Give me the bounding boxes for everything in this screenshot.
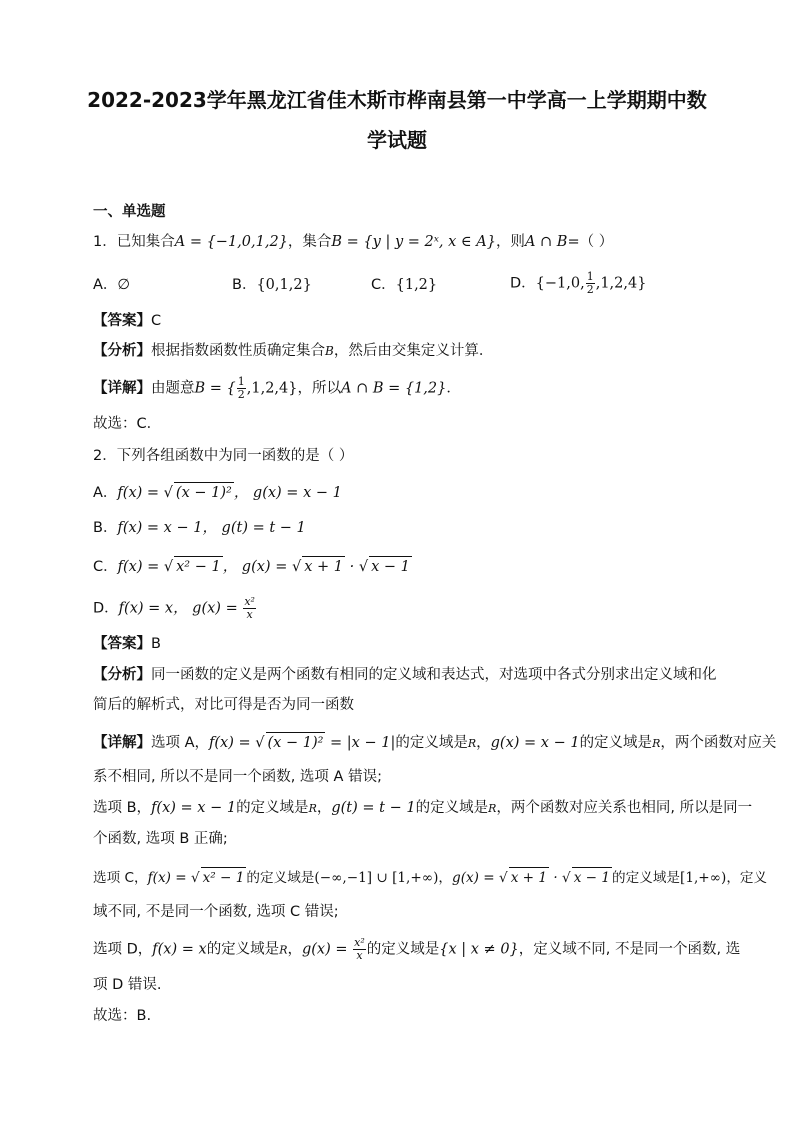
q1-analysis: 【分析】根据指数函数性质确定集合B，然后由交集定义计算． [93, 343, 494, 359]
q2-detail-b-line2: 个函数, 选项 B 正确; [93, 831, 228, 847]
q2-detail-b-line1: 选项 B，f(x) = x − 1的定义域是R，g(t) = t − 1的定义域是R，两个函数对应关系也相同, 所以是同一 [93, 800, 753, 816]
q2-analysis-line1: 【分析】同一函数的定义是两个函数有相同的定义域和表达式，对选项中各式分别求出定义域和化 [93, 667, 717, 683]
q2-option-c: C．f(x) = √ x² − 1 ， g(x) = √ x + 1 · √ x − 1 [93, 556, 412, 577]
q2-answer: 【答案】B [93, 636, 161, 652]
q2-option-d: D．f(x) = x， g(x) = $\frac{\text{x²}}{x}$ [93, 595, 255, 621]
q1-option-a: A．∅ [93, 277, 131, 293]
q1-option-c: C．{1,2} [371, 277, 438, 293]
q2-stem: 2．下列各组函数中为同一函数的是（ ） [93, 448, 354, 464]
q2-detail-c-line2: 域不同, 不是同一个函数, 选项 C 错误; [93, 904, 339, 920]
q1-option-d: D．{−1,0, $\frac{1}{2}$ ,1,2,4} [510, 270, 647, 296]
q2-detail-a-line1: 【详解】选项 A，f(x) = √ (x − 1)² = |x − 1|的定义域是R，g(x) = x − 1的定义域是R，两个函数对应关 [93, 732, 776, 754]
fraction: $\frac{\text{x²}}{x}$ [244, 595, 255, 621]
q2-detail-d-line2: 项 D 错误. [93, 977, 162, 993]
q1-option-b: B．{0,1,2} [232, 277, 312, 293]
q1-detail: 【详解】由题意B = { $\frac{1}{2}$ ,1,2,4}，所以A ∩ B = {1,2}． [93, 375, 461, 401]
section-heading: 一、单选题 [93, 204, 166, 220]
q2-detail-c-line1: 选项 C，f(x) = √ x² − 1 的定义域是(−∞,−1] ∪ [1,+∞)，g(x) = √ x + 1 · √ x − 1 的定义域是[1,+∞)，定义 [93, 867, 767, 888]
q1-choice: 故选：C． [93, 416, 162, 432]
doc-title-line2: 学试题 [367, 128, 427, 152]
doc-title-line1: 2022-2023学年黑龙江省佳木斯市桦南县第一中学高一上学期期中数 [87, 88, 707, 112]
q2-detail-d-line1: 选项 D，f(x) = x的定义域是R，g(x) = $\frac{\text{x²}}{x}$ 的定义域是{x | x ≠ 0}，定义域不同, 不是同一个函数, 选 [93, 936, 741, 962]
q2-option-b: B．f(x) = x − 1， g(t) = t − 1 [93, 520, 306, 536]
fraction: $\frac{1}{2}$ [237, 375, 245, 401]
q1-answer: 【答案】C [93, 313, 162, 329]
q1-stem: 1．已知集合A = {−1,0,1,2}，集合B = {y | y = 2ˣ, x ∈ A}，则A ∩ B=（ ） [93, 234, 614, 250]
q2-option-a: A．f(x) = √ (x − 1)² ， g(x) = x − 1 [93, 482, 342, 503]
fraction: $\frac{\text{x²}}{x}$ [354, 936, 365, 962]
q2-choice: 故选：B. [93, 1008, 152, 1024]
q2-detail-a-line2: 系不相同, 所以不是同一个函数, 选项 A 错误; [93, 769, 382, 785]
fraction: $\frac{1}{2}$ [586, 270, 594, 296]
q2-analysis-line2: 简后的解析式，对比可得是否为同一函数 [93, 697, 354, 713]
